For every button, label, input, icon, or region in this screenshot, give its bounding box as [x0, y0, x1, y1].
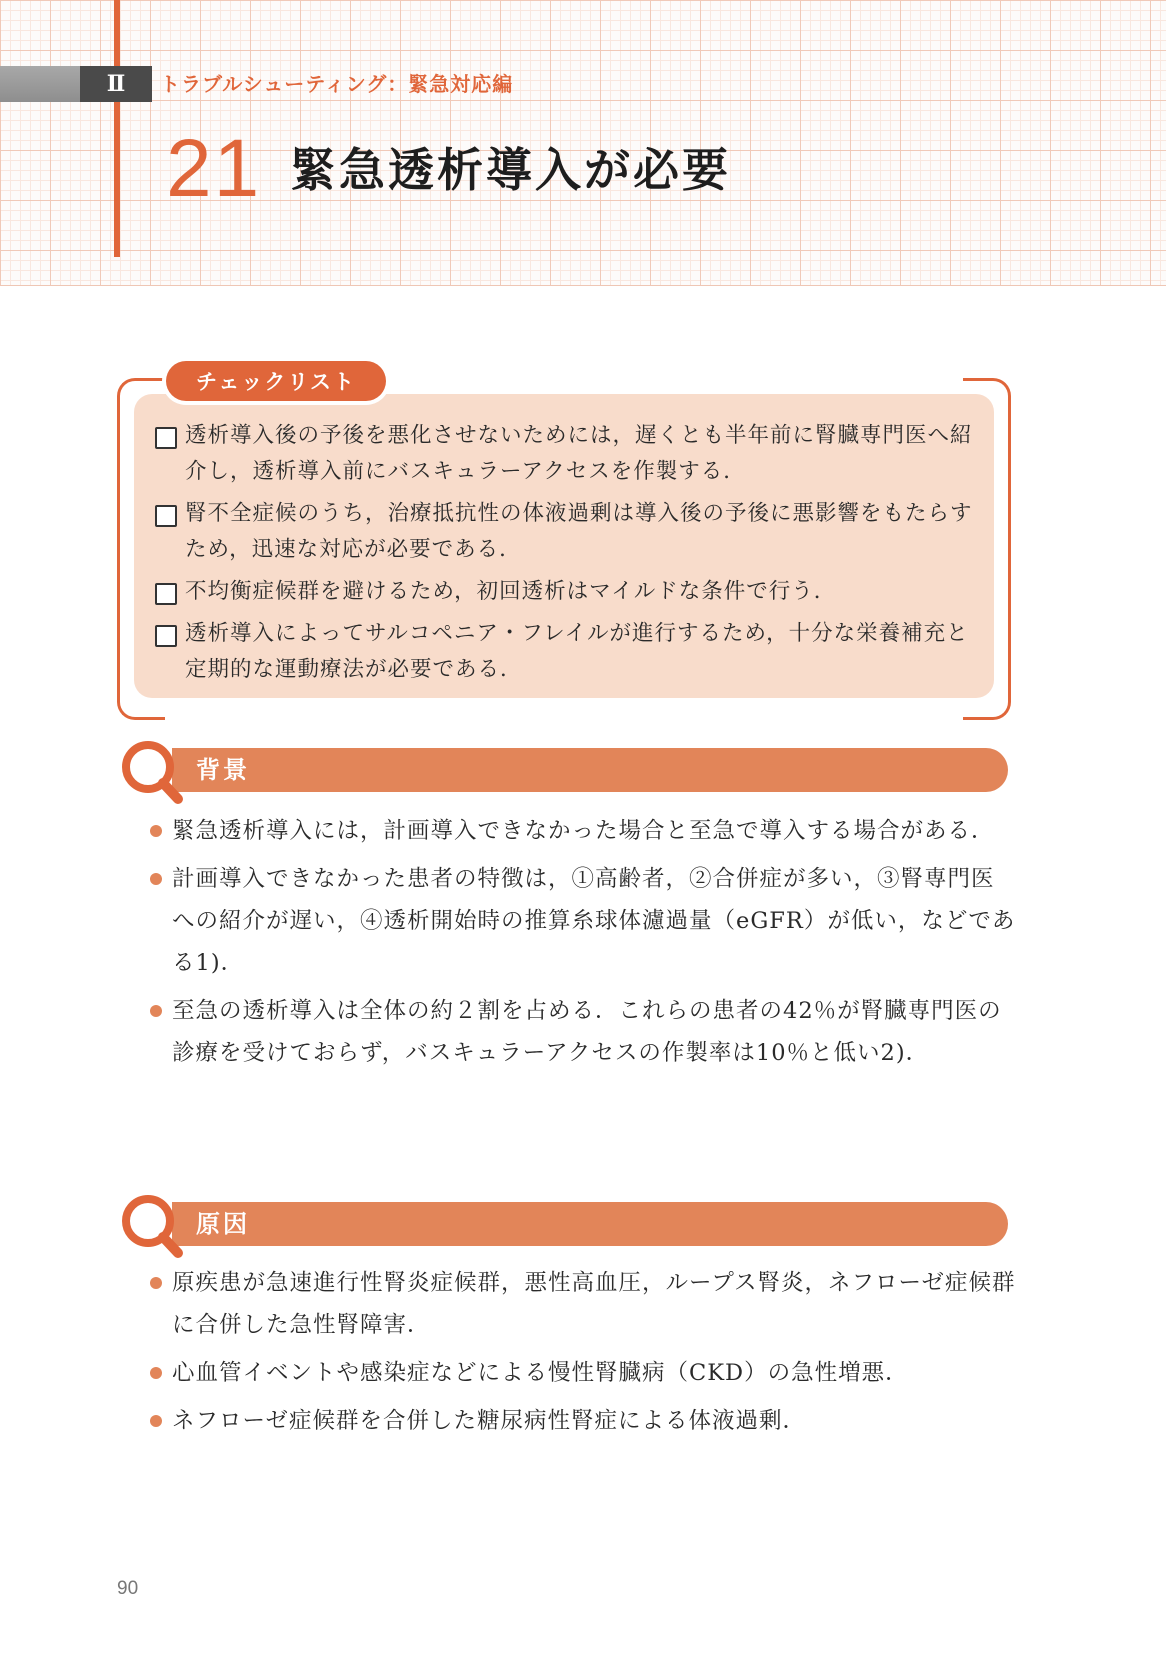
list-item — [146, 1262, 1016, 1346]
checklist-item-text: 透析導入後の予後を悪化させないためには，遅くとも半年前に腎臓専門医へ紹介し，透析導入前にバスキュラーアクセスを作製する． — [185, 423, 973, 484]
checklist-item-text: 腎不全症候のうち，治療抵抗性の体液過剰は導入後の予後に悪影響をもたらすため，迅速な対応が必要である． — [185, 501, 973, 562]
header-accent-line — [114, 0, 120, 257]
background-list — [146, 810, 1016, 1080]
list-item — [146, 990, 1016, 1074]
part-label: Ⅱ — [80, 66, 152, 102]
list-item-text: ネフローゼ症候群を合併した糖尿病性腎症による体液過剰． — [172, 1408, 807, 1434]
list-item-text: 至急の透析導入は全体の約２割を占める．これらの患者の42％が腎臓専門医の診療を受けておらず，バスキュラーアクセスの作製率は10％と低い2)． — [172, 998, 1002, 1066]
list-item-text: 緊急透析導入には，計画導入できなかった場合と至急で導入する場合がある． — [172, 818, 995, 844]
checkbox[interactable] — [155, 505, 177, 527]
list-item-text: 計画導入できなかった患者の特徴は，①高齢者，②合併症が多い，③腎専門医への紹介が遅い，④透析開始時の推算糸球体濾過量（eGFR）が低い，などである1)． — [172, 866, 1016, 976]
cause-list — [146, 1262, 1016, 1448]
list-item-text: 心血管イベントや感染症などによる慢性腎臓病（CKD）の急性増悪． — [172, 1360, 909, 1386]
checklist-item-text: 透析導入によってサルコペニア・フレイルが進行するため，十分な栄養補充と定期的な運動療法が必要である． — [185, 621, 969, 682]
chapter-title: 緊急透析導入が必要 — [290, 143, 731, 197]
list-item — [146, 1352, 1016, 1394]
magnifier-icon — [118, 735, 188, 805]
checkbox[interactable] — [155, 625, 177, 647]
checklist — [155, 418, 975, 694]
checklist-item-text: 不均衡症候群を避けるため，初回透析はマイルドな条件で行う． — [185, 579, 837, 604]
list-item-text: 原疾患が急速進行性腎炎症候群，悪性高血圧，ループス腎炎，ネフローゼ症候群に合併した急性腎障害． — [172, 1270, 1016, 1338]
checklist-item — [155, 418, 975, 490]
checklist-item — [155, 574, 975, 610]
part-title: トラブルシューティング：緊急対応編 — [160, 72, 514, 96]
list-item — [146, 810, 1016, 852]
checkbox[interactable] — [155, 583, 177, 605]
checklist-item — [155, 616, 975, 688]
list-item — [146, 1400, 1016, 1442]
section-bar-background — [172, 748, 1008, 792]
checklist-item — [155, 496, 975, 568]
checkbox[interactable] — [155, 427, 177, 449]
magnifier-icon — [118, 1189, 188, 1259]
checklist-tab: チェックリスト — [166, 361, 386, 401]
section-title-background: 背景 — [196, 756, 250, 784]
section-bar-cause — [172, 1202, 1008, 1246]
section-title-cause: 原因 — [196, 1210, 250, 1238]
list-item — [146, 858, 1016, 984]
page-number: 90 — [117, 1578, 139, 1599]
chapter-number: 21 — [166, 123, 262, 214]
